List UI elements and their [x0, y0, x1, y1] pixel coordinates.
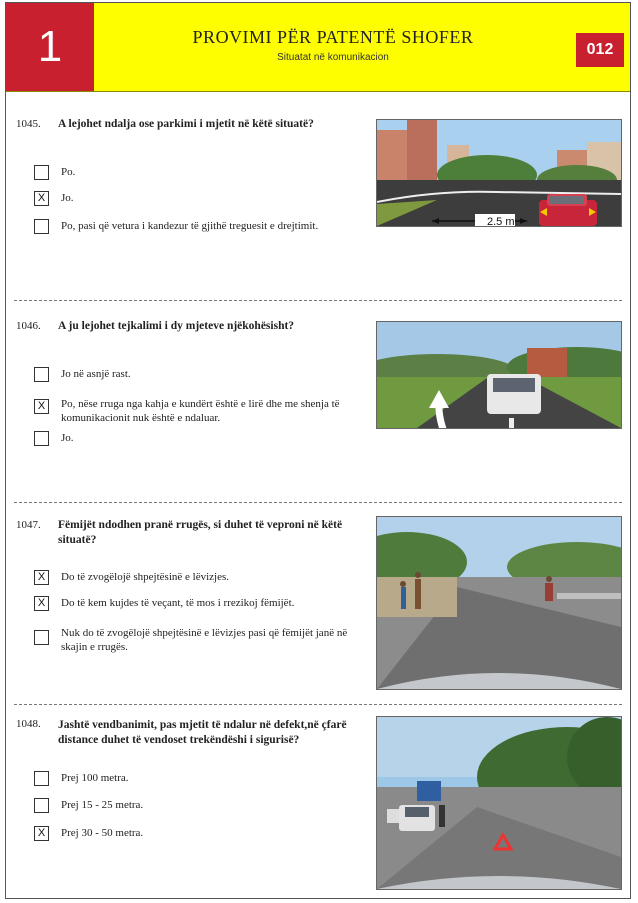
question-number: 1047. — [16, 519, 41, 531]
question-number: 1045. — [16, 118, 41, 130]
chapter-number: 1 — [6, 3, 94, 91]
answer-checkbox[interactable]: X — [34, 826, 49, 841]
answer-checkbox[interactable]: X — [34, 596, 49, 611]
answer-checkbox[interactable] — [34, 771, 49, 786]
option-text: Prej 30 - 50 metra. — [61, 827, 144, 839]
page-subtitle: Situatat në komunikacion — [277, 52, 389, 63]
separator — [14, 300, 622, 301]
distance-label: 2.5 m — [487, 216, 515, 227]
option-text: Jo. — [61, 432, 74, 444]
page-header — [6, 3, 630, 92]
option-text: Jo. — [61, 192, 74, 204]
answer-checkbox[interactable] — [34, 219, 49, 234]
situation-photo-parked-car — [376, 119, 622, 227]
question-text: Fëmijët ndodhen pranë rrugës, si duhet të veproni në këtë situatë? — [58, 519, 343, 546]
question-text: A ju lejohet tejkalimi i dy mjeteve njëkohësisht? — [58, 320, 295, 332]
answer-checkbox[interactable] — [34, 798, 49, 813]
option-text: Do të kem kujdes të veçant, të mos i rrezikoj fëmijët. — [61, 597, 295, 609]
answer-checkbox[interactable]: X — [34, 570, 49, 585]
situation-photo-children — [376, 516, 622, 690]
situation-photo-breakdown — [376, 716, 622, 890]
answer-checkbox[interactable] — [34, 431, 49, 446]
answer-checkbox[interactable]: X — [34, 399, 49, 414]
option-text: Po. — [61, 166, 76, 178]
option-text: Po, pasi që vetura i kandezur të gjithë treguesit e drejtimit. — [61, 220, 319, 232]
situation-photo-overtaking — [376, 321, 622, 429]
answer-checkbox[interactable] — [34, 165, 49, 180]
question-text: A lejohet ndalja ose parkimi i mjetit në këtë situatë? — [58, 118, 314, 130]
exam-page — [5, 2, 631, 899]
question-number: 1048. — [16, 718, 41, 730]
question-text: Jashtë vendbanimit, pas mjetit të ndalur në defekt,në çfarë distance duhet të vendoset trekëndëshi i sigurisë? — [58, 719, 347, 746]
option-text: Po, nëse rruga nga kahja e kundërt është e lirë dhe me shenja të komunikacionit nuk është e ndaluar. — [61, 398, 340, 424]
page-code: 012 — [576, 33, 624, 67]
separator — [14, 502, 622, 503]
answer-checkbox[interactable] — [34, 630, 49, 645]
option-text: Jo në asnjë rast. — [61, 368, 131, 380]
option-text: Prej 100 metra. — [61, 772, 129, 784]
page-title: PROVIMI PËR PATENTË SHOFER — [192, 27, 474, 47]
option-text: Nuk do të zvogëlojë shpejtësinë e lëvizjes pasi që fëmijët janë në skajin e rrugës. — [61, 627, 348, 653]
answer-checkbox[interactable]: X — [34, 191, 49, 206]
question-number: 1046. — [16, 320, 41, 332]
option-text: Prej 15 - 25 metra. — [61, 799, 144, 811]
answer-checkbox[interactable] — [34, 367, 49, 382]
separator — [14, 704, 622, 705]
option-text: Do të zvogëlojë shpejtësinë e lëvizjes. — [61, 571, 229, 583]
